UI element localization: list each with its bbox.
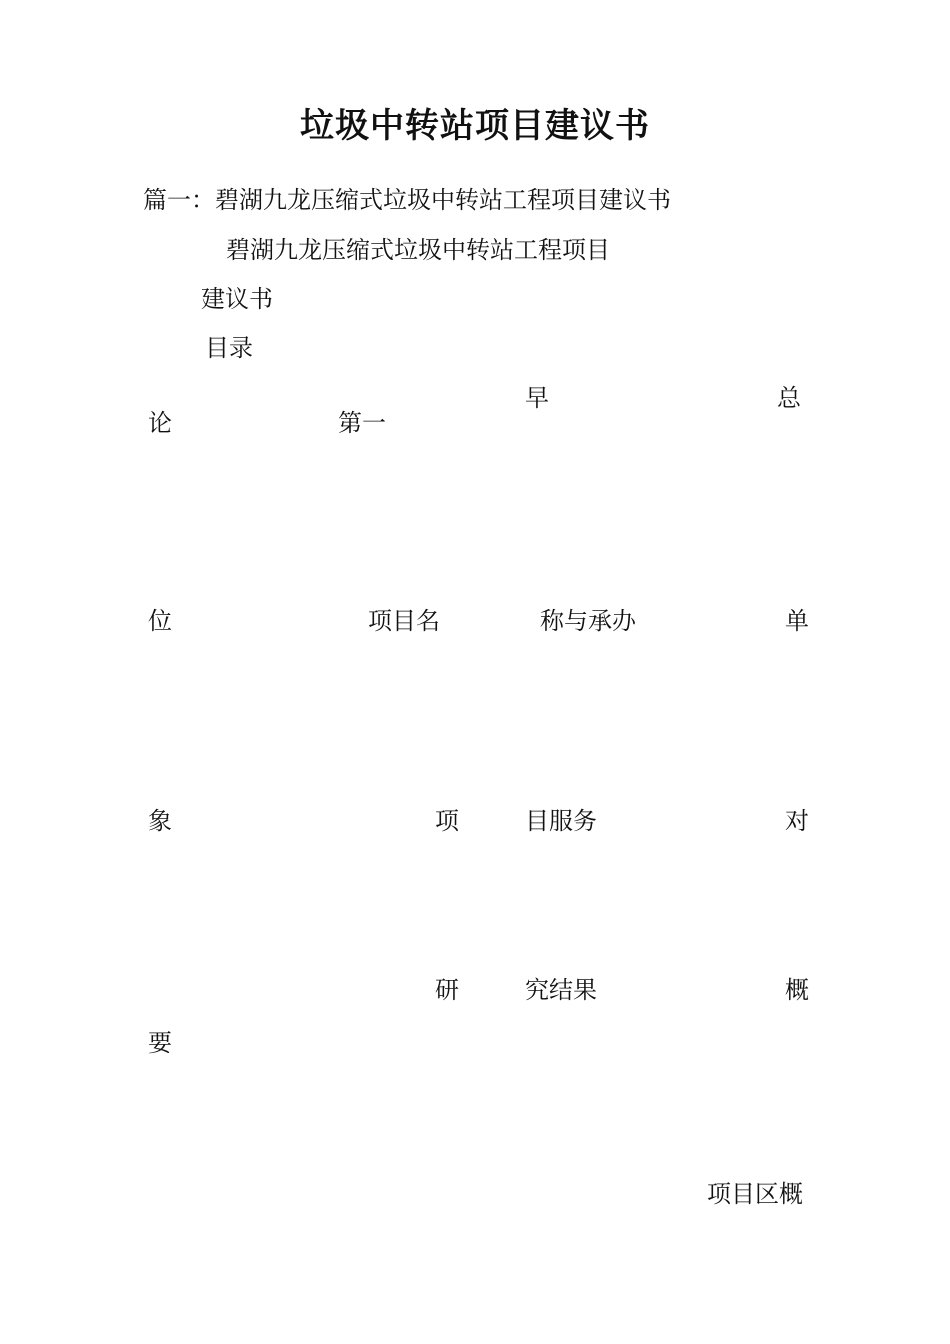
toc-fragment: 象 [148, 807, 172, 835]
toc-heading: 目录 [205, 334, 253, 362]
toc-fragment: 概 [785, 976, 809, 1004]
toc-fragment: 第一 [338, 409, 386, 437]
toc-fragment: 论 [148, 409, 172, 437]
proposal-label: 建议书 [201, 285, 273, 313]
toc-fragment: 对 [785, 807, 809, 835]
toc-fragment: 究结果 [525, 976, 597, 1004]
toc-fragment: 目服务 [525, 807, 597, 835]
project-name-line: 碧湖九龙压缩式垃圾中转站工程项目 [226, 236, 610, 264]
toc-fragment: 项目区概 [707, 1180, 803, 1208]
toc-fragment: 要 [148, 1029, 172, 1057]
toc-fragment: 位 [148, 607, 172, 635]
toc-fragment: 总 [777, 384, 801, 412]
document-subtitle: 篇一：碧湖九龙压缩式垃圾中转站工程项目建议书 [143, 186, 671, 214]
toc-fragment: 项 [435, 807, 459, 835]
document-title: 垃圾中转站项目建议书 [300, 106, 650, 146]
toc-fragment: 单 [785, 607, 809, 635]
toc-fragment: 项目名 [368, 607, 440, 635]
toc-fragment: 研 [435, 976, 459, 1004]
toc-fragment: 称与承办 [540, 607, 636, 635]
toc-fragment: 早 [525, 384, 549, 412]
